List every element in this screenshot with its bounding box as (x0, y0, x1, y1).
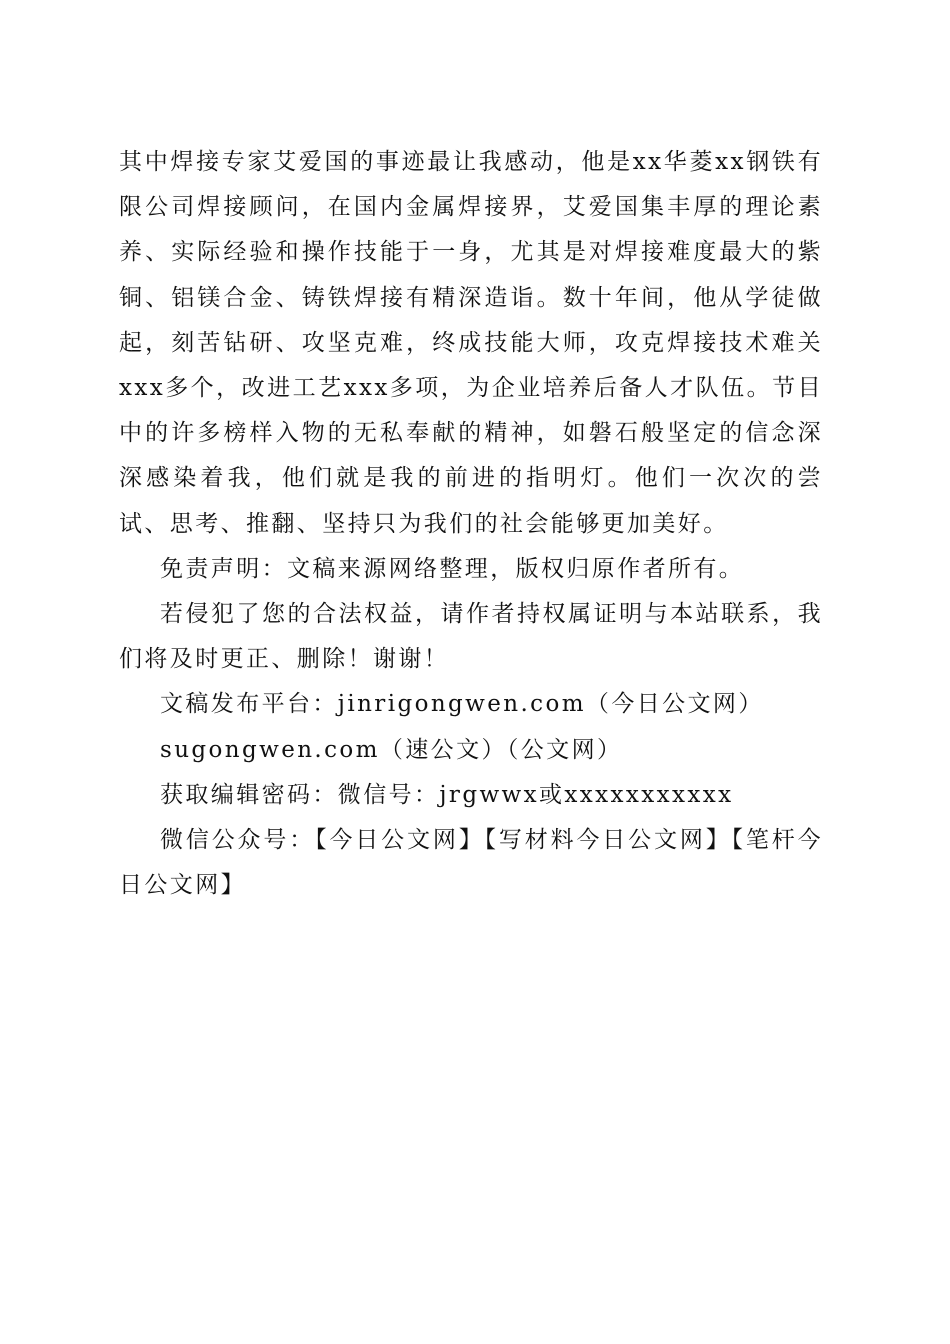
disclaimer-line: 免责声明：文稿来源网络整理，版权归原作者所有。 (160, 555, 745, 582)
platform-line: 文稿发布平台：jinrigongwen.com（今日公文网） (160, 691, 764, 718)
edit-password-line: 获取编辑密码：微信号：jrgwwx或xxxxxxxxxxx (160, 781, 734, 808)
document-body (119, 140, 823, 908)
wechat-accounts-line: 微信公众号：【今日公文网】【写材料今日公文网】【笔杆今日公文网】 (119, 827, 823, 899)
infringement-notice: 若侵犯了您的合法权益，请作者持权属证明与本站联系，我们将及时更正、删除！谢谢！ (119, 601, 823, 673)
platform-alt-line: sugongwen.com（速公文）（公文网） (160, 736, 623, 763)
body-paragraph: 其中焊接专家艾爱国的事迹最让我感动，他是xx华菱xx钢铁有限公司焊接顾问，在国内金属焊接界，艾爱国集丰厚的理论素养、实际经验和操作技能于一身，尤其是对焊接难度最大的紫铜、铝镁合金、铸铁焊接有精深造诣。数十年间，他从学徒做起，刻苦钻研、攻坚克难，终成技能大师，攻克焊接技术难关xxx多个，改进工艺xxx多项，为企业培养后备人才队伍。节目中的许多榜样入物的无私奉献的精神，如磐石般坚定的信念深深感染着我，他们就是我的前进的指明灯。他们一次次的尝试、思考、推翻、坚持只为我们的社会能够更加美好。 (119, 149, 823, 537)
